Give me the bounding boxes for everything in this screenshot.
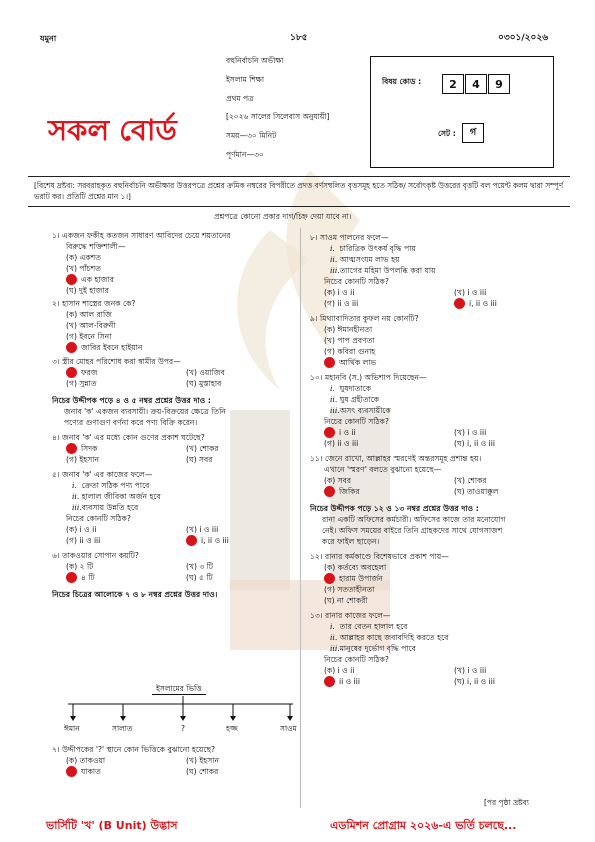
q5-opt-b: (খ) i ও iii <box>186 525 219 534</box>
q13-stem: ১৩। রানার কাজের ফলে— <box>310 611 391 620</box>
answer-dot <box>66 443 77 454</box>
set-label: সেট : <box>438 129 456 138</box>
q13-opt-c: ii ও iii <box>339 677 360 686</box>
q8-opt-d: i, ii ও iii <box>469 299 497 308</box>
q5-ii: হালাল জীবিকা অর্জন হবে <box>81 492 161 501</box>
q8-iii: ত্যাগের মহিমা উপলব্ধি করা যায় <box>339 266 436 275</box>
q1-opt-d: (ঘ) দুই হাজার <box>66 286 109 295</box>
q5-stem: ৫। জনাব 'ক' এর কাজের ফলে— <box>52 470 153 479</box>
q9-opt-b: (খ) পাপ প্রবণতা <box>324 336 375 345</box>
answer-dot <box>66 572 77 583</box>
code-digit-3: 9 <box>488 74 510 94</box>
q13-iii: মানুষের দুর্ভোগ বৃদ্ধি পাবে <box>339 644 416 653</box>
answer-dot <box>66 367 77 378</box>
q7-opt-c: যাকাত <box>81 767 101 776</box>
answer-dot <box>324 573 335 584</box>
footer-right: এডমিশন প্রোগ্রাম ২০২৬-এ ভর্তি চলছে... <box>330 819 517 832</box>
q7-opt-d: (ঘ) শোকর <box>186 767 219 776</box>
q12-opt-d: (ঘ) না শোকরী <box>324 596 368 605</box>
q11-opt-a: (ক) সবর <box>324 476 352 485</box>
stimulus-1-c: পণ্যের গুণাগুণ বর্ণনা করে পণ্য বিক্রি করেন। <box>64 418 198 427</box>
q13-ii: আল্লাহর কাছে জবাবদিহি করতে হবে <box>339 633 449 642</box>
q12-opt-b: হারাম উপার্জন <box>339 574 383 583</box>
subject-code-label: বিষয় কোড : <box>382 77 422 86</box>
stimulus-3: নিচের উদ্দীপক পড়ে ১২ ও ১৩ নম্বর প্রশ্নের উত্তর দাও : <box>310 504 479 513</box>
q10-opt-b: (খ) i ও iii <box>454 428 487 437</box>
q4-opt-a: সিদক <box>81 444 98 453</box>
diagram-connectors <box>58 694 308 724</box>
q7-block <box>52 744 302 777</box>
q9-stem: ৯। মিথ্যাবাদিতার কুফল নয় কোনটি? <box>310 314 419 323</box>
page-title: সকল বোর্ড <box>48 113 177 147</box>
stimulus-1-b: জনাব 'ক' একজন ব্যবসায়ী। ক্রয়-বিক্রয়ের ক্ষেত্রে তিনি <box>64 407 226 416</box>
q5-iii: ব্যবসায় উন্নতি হবে <box>81 503 139 512</box>
q13-ask: নিচের কোনটি সঠিক? <box>324 655 389 664</box>
q10-opt-d: (ঘ) i, ii ও iii <box>454 439 495 448</box>
stimulus-3-c: নেই। অফিস সময়ের বাইরে তিনি গ্রাহকদের সাথে যোগসাজশ <box>322 526 503 535</box>
q2-opt-a: (ক) আল রাজি <box>66 310 112 319</box>
answer-dot <box>66 766 77 777</box>
q2-opt-c: (গ) ইবনে সিনা <box>66 332 112 341</box>
q8-ask: নিচের কোনটি সঠিক? <box>324 277 389 286</box>
answer-dot <box>186 535 197 546</box>
left-column: ১। একজন ফকীহ কতজন সাধারণ আবিদের চেয়ে শয়তানের বিরুদ্ধে শক্তিশালী— (ক) একশত (খ) পাঁচশত এক হাজার (ঘ) দুই হাজার ২। হাসান শাস্ত্রের জনক কে? (ক) আল রাজি (খ) আল-বিরুনী (গ) ইবনে সিনা জাবির ইবনে হাইয়ান ৩। স্ত্রীর মোহর পরিশোধ করা স্বামীর উপর— ফরজ (খ) ওয়াজিব (গ) সুন্নাত (ঘ) মুস্তাহাব নিচের উদ্দীপক পড়ে ৪ ও ৫ নম্বর প্রশ্নের উত্তর দাও : জনাব 'ক' একজন ব্যবসায়ী। ক্রয়-বিক্রয়ের ক্ষেত্রে তিনি পণ্যের গুণাগুণ বর্ণনা করে পণ্য বিক্রি করেন। ৪। জনাব 'ক' এর মধ্যে কোন গুণের প্রকাশ ঘটেছে? সিদক (খ) শোকর (গ) ইহসান (ঘ) সবর ৫। জনাব 'ক' এর কাজের ফলে— i. ক্রেতা সঠিক পণ্য পাবে ii. হালাল জীবিকা অর্জন হবে iii.ব্যবসায় উন্নতি হবে নিচের কোনটি সঠিক? (ক) i ও ii (খ) i ও iii (গ) ii ও iii i, ii ও iii ৬। তাকওয়ার সোপান কয়টি? (ক) ২ টি (খ) ৩ টি ৪ টি (ঘ) ৫ টি নিচের চিত্রের আলোকে ৭ ও ৮ নম্বর প্রশ্নের উত্তর দাও। <box>52 230 292 600</box>
q3-opt-a: ফরজ <box>81 368 98 377</box>
code-digit-1: 2 <box>442 74 464 94</box>
q3-opt-d: (ঘ) মুস্তাহাব <box>186 379 222 388</box>
answer-dot <box>324 357 335 368</box>
q9-opt-c: (গ) কবিরা গুনাহ <box>324 347 376 356</box>
code-digit-2: 4 <box>465 74 487 94</box>
subject-code-box <box>370 56 554 168</box>
q12-opt-c: (গ) সততাহীনতা <box>324 585 375 594</box>
q8-opt-a: (ক) i ও ii <box>324 288 355 297</box>
q8-opt-b: (খ) i ও iii <box>454 288 487 297</box>
answer-dot <box>324 486 335 497</box>
q4-stem: ৪। জনাব 'ক' এর মধ্যে কোন গুণের প্রকাশ ঘটেছে? <box>52 433 205 442</box>
q2-opt-b: (খ) আল-বিরুনী <box>66 321 116 330</box>
q8-opt-c: (গ) ii ও iii <box>324 299 359 308</box>
set-value: গ <box>462 123 484 143</box>
q10-ask: নিচের কোনটি সঠিক? <box>324 417 389 426</box>
q13-opt-d: (ঘ) i, ii ও iii <box>454 677 495 686</box>
exam-syllabus: [২০২৬ সালের সিলেবাস অনুযায়ী] <box>226 112 330 121</box>
q4-opt-c: (গ) ইহসান <box>66 455 100 464</box>
header-code: ০৩০১/২০২৬ <box>498 33 549 43</box>
q1-stem: ১। একজন ফকীহ কতজন সাধারণ আবিদের চেয়ে শয়তানের <box>52 231 231 240</box>
q10-ii: ঘুষ গ্রহীতাকে <box>339 395 380 404</box>
q1-opt-c: এক হাজার <box>81 275 114 284</box>
q5-opt-a: (ক) i ও ii <box>66 525 97 534</box>
q12-stem: ১২। রানার কর্মকাণ্ডে বিশেষভাবে প্রকাশ পায়— <box>310 552 449 561</box>
q3-opt-c: (গ) সুন্নাত <box>66 379 97 388</box>
q13-i: তার বেতন হালাল হবে <box>339 622 408 631</box>
q5-i: ক্রেতা সঠিক পণ্য পাবে <box>81 481 150 490</box>
q4-opt-b: (খ) শোকর <box>186 444 219 453</box>
header-left: যমুনা <box>40 34 57 43</box>
q10-i: ঘুষদাতাকে <box>339 384 372 393</box>
q6-opt-a: (ক) ২ টি <box>66 562 94 571</box>
no-mark-notice: প্রশ্নপত্রে কোনো প্রকার দাগ/চিহ্ন দেয়া যাবে না। <box>214 212 352 221</box>
q4-opt-d: (ঘ) সবর <box>186 455 213 464</box>
q13-opt-b: (খ) i ও iii <box>454 666 487 675</box>
diagram-leaf-5: সাওম <box>280 724 297 733</box>
exam-time: সময়—৩০ মিনিট <box>226 131 277 140</box>
answer-dot <box>66 274 77 285</box>
exam-marks: পূর্ণমান—৩০ <box>226 150 264 159</box>
diagram-leaf-4: হজ্জ <box>226 724 238 733</box>
q12-opt-a: (ক) কর্তব্যে অবহেলা <box>324 563 387 572</box>
q10-opt-c: (গ) ii ও iii <box>324 439 359 448</box>
page-number: ১৮৫ <box>290 33 308 43</box>
q8-i: চারিত্রিক উৎকর্ষ বৃদ্ধি পায় <box>339 244 416 253</box>
q9-opt-d: আর্থিক লাভ <box>339 358 377 367</box>
answer-dot <box>66 342 77 353</box>
q2-opt-d: জাবির ইবনে হাইয়ান <box>81 343 143 352</box>
diagram-leaf-2: সালাত <box>112 724 133 733</box>
q7-opt-b: (খ) ইহসান <box>186 756 220 765</box>
q6-opt-b: (খ) ৩ টি <box>186 562 213 571</box>
q10-iii: অসৎ ব্যবসায়ীকে <box>339 406 391 415</box>
exam-subject: ইসলাম শিক্ষা <box>226 75 265 84</box>
q5-ask: নিচের কোনটি সঠিক? <box>66 514 131 523</box>
q6-opt-c: ৪ টি <box>81 573 95 582</box>
answer-dot <box>454 298 465 309</box>
q8-ii: আত্মসংযম লাভ হয় <box>339 255 400 264</box>
answer-dot <box>324 427 335 438</box>
stimulus-3-d: করে ফাইল ছাড়েন। <box>322 537 380 546</box>
exam-type: বহুনির্বাচনি অভীক্ষা <box>226 56 284 65</box>
q3-opt-b: (খ) ওয়াজিব <box>186 368 225 377</box>
stimulus-3-b: রানা একটি অফিসের কর্মচারী। অফিসের কাজে তার মনোযোগ <box>322 515 506 524</box>
q7-stem: ৭। উদ্দীপকের '?' স্থানে কোন ভিত্তিকে বুঝানো হয়েছে? <box>52 745 216 754</box>
q11-opt-b: (খ) শোকর <box>454 476 487 485</box>
q5-opt-c: (গ) ii ও iii <box>66 536 101 545</box>
q11-stem-2: এখানে 'স্মরণ' বলতে বুঝানো হয়েছে— <box>324 465 442 474</box>
q5-opt-d: i, ii ও iii <box>201 536 229 545</box>
diagram-root: ইসলামের ভিত্তি <box>152 684 206 695</box>
stimulus-2: নিচের চিত্রের আলোকে ৭ ও ৮ নম্বর প্রশ্নের উত্তর দাও। <box>52 590 218 599</box>
diagram-leaf-1: ঈমান <box>64 724 80 733</box>
q1-opt-a: (ক) একশত <box>66 253 101 262</box>
q11-opt-c: জিকির <box>339 487 360 496</box>
q7-opt-a: (ক) তাকওয়া <box>66 756 106 765</box>
q11-opt-d: (ঘ) তাওয়াক্কুল <box>454 487 499 496</box>
q8-stem: ৮। সাওম পালনের ফলে— <box>310 233 389 242</box>
q9-opt-a: (ক) ঈমানহীনতা <box>324 325 373 334</box>
footer-left: ভার্সিটি 'খ' (B Unit) উদ্ভাস <box>46 819 178 832</box>
instructions: [বিশেষ দ্রষ্টব্য: সরবরাহকৃত বহুনির্বাচনি অভীক্ষার উত্তরপত্রে প্রশ্নের ক্রমিক নম্বরের বিপরীতে প্রদত্ত বর্ণসম্বলিত বৃত্তসমূহ হতে সঠিক/ সর্বোৎকৃষ্ট উত্তরের বৃত্তটি বল পয়েন্ট কলম দ্বারা সম্পূর্ণ ভরাট কর। প্রতিটি প্রশ্নের মান ১।] <box>34 181 564 201</box>
q1-stem-2: বিরুদ্ধে শক্তিশালী— <box>66 242 126 251</box>
column-divider <box>300 228 301 808</box>
q10-stem: ১০। মহানবি (স.) অভিশাপ দিয়েছেন— <box>310 373 427 382</box>
q6-stem: ৬। তাকওয়ার সোপান কয়টি? <box>52 551 139 560</box>
q3-stem: ৩। স্ত্রীর মোহর পরিশোধ করা স্বামীর উপর— <box>52 357 181 366</box>
q13-opt-a: (ক) i ও ii <box>324 666 355 675</box>
stimulus-1: নিচের উদ্দীপক পড়ে ৪ ও ৫ নম্বর প্রশ্নের উত্তর দাও : <box>52 396 211 405</box>
exam-paper: প্রথম পত্র <box>226 94 254 103</box>
q1-opt-b: (খ) পাঁচশত <box>66 264 101 273</box>
answer-dot <box>324 676 335 687</box>
q11-stem: ১১। জেনে রাখো, আল্লাহর স্মরণেই অন্তরসমূহ প্রশান্ত হয়। <box>310 454 482 463</box>
q10-opt-a: i ও ii <box>339 428 356 437</box>
q6-opt-d: (ঘ) ৫ টি <box>186 573 213 582</box>
next-page-note: [পর পৃষ্ঠা দ্রষ্টব্য <box>484 798 529 807</box>
q2-stem: ২। হাসান শাস্ত্রের জনক কে? <box>52 299 136 308</box>
right-column: ৮। সাওম পালনের ফলে— i. চারিত্রিক উৎকর্ষ বৃদ্ধি পায় ii. আত্মসংযম লাভ হয় iii.ত্যাগের মহিমা উপলব্ধি করা যায় নিচের কোনটি সঠিক? (ক) i ও ii (খ) i ও iii (গ) ii ও iii i, ii ও iii ৯। মিথ্যাবাদিতার কুফল নয় কোনটি? (ক) ঈমানহীনতা (খ) পাপ প্রবণতা (গ) কবিরা গুনাহ আর্থিক লাভ ১০। মহানবি (স.) অভিশাপ দিয়েছেন— i. ঘুষদাতাকে ii. ঘুষ গ্রহীতাকে iii.অসৎ ব্যবসায়ীকে নিচের কোনটি সঠিক? i ও ii (খ) i ও iii (গ) ii ও iii (ঘ) i, ii ও iii ১১। জেনে রাখো, আল্লাহর স্মরণেই অন্তরসমূহ প্রশান্ত হয়। এখানে 'স্মরণ' বলতে বুঝানো হয়েছে— (ক) সবর (খ) শোকর জিকির (ঘ) তাওয়াক্কুল নিচের উদ্দীপক পড়ে ১২ ও ১৩ নম্বর প্রশ্নের উত্তর দাও : রানা একটি অফিসের কর্মচারী। অফিসের কাজে তার মনোযোগ নেই। অফিস সময়ের বাইরে তিনি গ্রাহকদের সাথে যোগসাজশ করে ফাইল ছাড়েন। ১২। রানার কর্মকাণ্ডে বিশেষভাবে প্রকাশ পায়— (ক) কর্তব্যে অবহেলা হারাম উপার্জন (গ) সততাহীনতা (ঘ) না শোকরী ১৩। রানার কাজের ফলে— i. তার বেতন হালাল হবে ii. আল্লাহর কাছে জবাবদিহি করতে হবে iii.মানুষের দুর্ভোগ বৃদ্ধি পাবে নিচের কোনটি সঠিক? (ক) i ও ii (খ) i ও iii ii ও iii (ঘ) i, ii ও iii <box>310 232 560 687</box>
diagram-leaf-3: ? <box>181 724 185 733</box>
